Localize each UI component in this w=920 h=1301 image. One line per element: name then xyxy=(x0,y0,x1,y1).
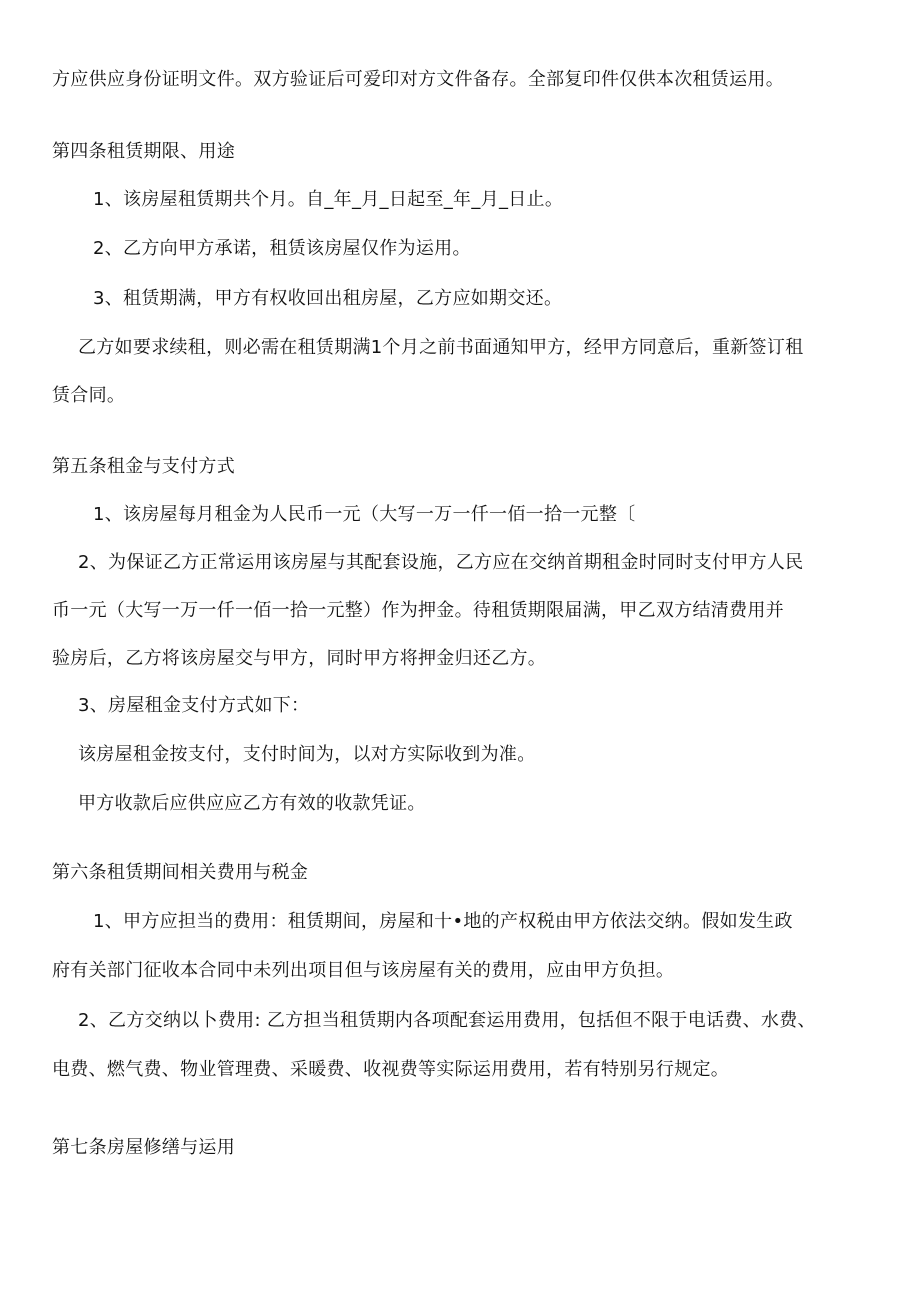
clause-5-3: 3、房屋租金支付方式如下： xyxy=(78,695,310,716)
clause-6-2-line-1: 2、乙方交纳以卜费用: 乙方担当租赁期内各项配套运用费用，包括但不限于电话费、水费、 xyxy=(78,1010,816,1031)
section-heading-5: 第五条租金与支付方式 xyxy=(52,456,235,477)
clause-5-3-detail-1: 该房屋租金按支付，支付时间为，以对方实际收到为准。 xyxy=(78,744,536,765)
clause-4-renewal-line-2: 赁合同。 xyxy=(52,385,126,406)
clause-4-1: 1、该房屋租赁期共个月。自_年_月_日起至_年_月_日止。 xyxy=(93,189,564,210)
paragraph-line: 方应供应身份证明文件。双方验证后可爱印对方文件备存。全部复印件仅供本次租赁运用。 xyxy=(52,69,784,90)
clause-6-1-line-2: 府有关部门征收本合同中未列出项目但与该房屋有关的费用，应由甲方负担。 xyxy=(52,960,675,981)
section-heading-4: 第四条租赁期限、用途 xyxy=(52,141,235,162)
clause-5-2-line-2: 币一元（大写一万一仟一佰一拾一元整）作为押金。待租赁期限届满，甲乙双方结清费用并 xyxy=(52,600,784,621)
clause-4-3: 3、租赁期满，甲方有权收回出租房屋，乙方应如期交还。 xyxy=(93,288,563,309)
clause-6-1-line-1: 1、甲方应担当的费用：租赁期间，房屋和十•地的产权税由甲方依法交纳。假如发生政 xyxy=(93,911,793,932)
clause-5-2-line-3: 验房后，乙方将该房屋交与甲方，同时甲方将押金归还乙方。 xyxy=(52,648,547,669)
clause-6-2-line-2: 电费、燃气费、物业管理费、采暖费、收视费等实际运用费用，若有特别另行规定。 xyxy=(52,1059,730,1080)
clause-5-3-detail-2: 甲方收款后应供应应乙方有效的收款凭证。 xyxy=(78,793,426,814)
section-heading-7: 第七条房屋修缮与运用 xyxy=(52,1137,235,1158)
clause-5-2-line-1: 2、为保证乙方正常运用该房屋与其配套设施，乙方应在交纳首期租金时同时支付甲方人民 xyxy=(78,552,804,573)
clause-5-1: 1、该房屋每月租金为人民币一元（大写一万一仟一佰一拾一元整〔 xyxy=(93,504,636,525)
clause-4-2: 2、乙方向甲方承诺，租赁该房屋仅作为运用。 xyxy=(93,238,471,259)
clause-4-renewal-line-1: 乙方如要求续租，则必需在租赁期满1个月之前书面通知甲方，经甲方同意后，重新签订租 xyxy=(78,337,804,358)
section-heading-6: 第六条租赁期间相关费用与税金 xyxy=(52,862,309,883)
